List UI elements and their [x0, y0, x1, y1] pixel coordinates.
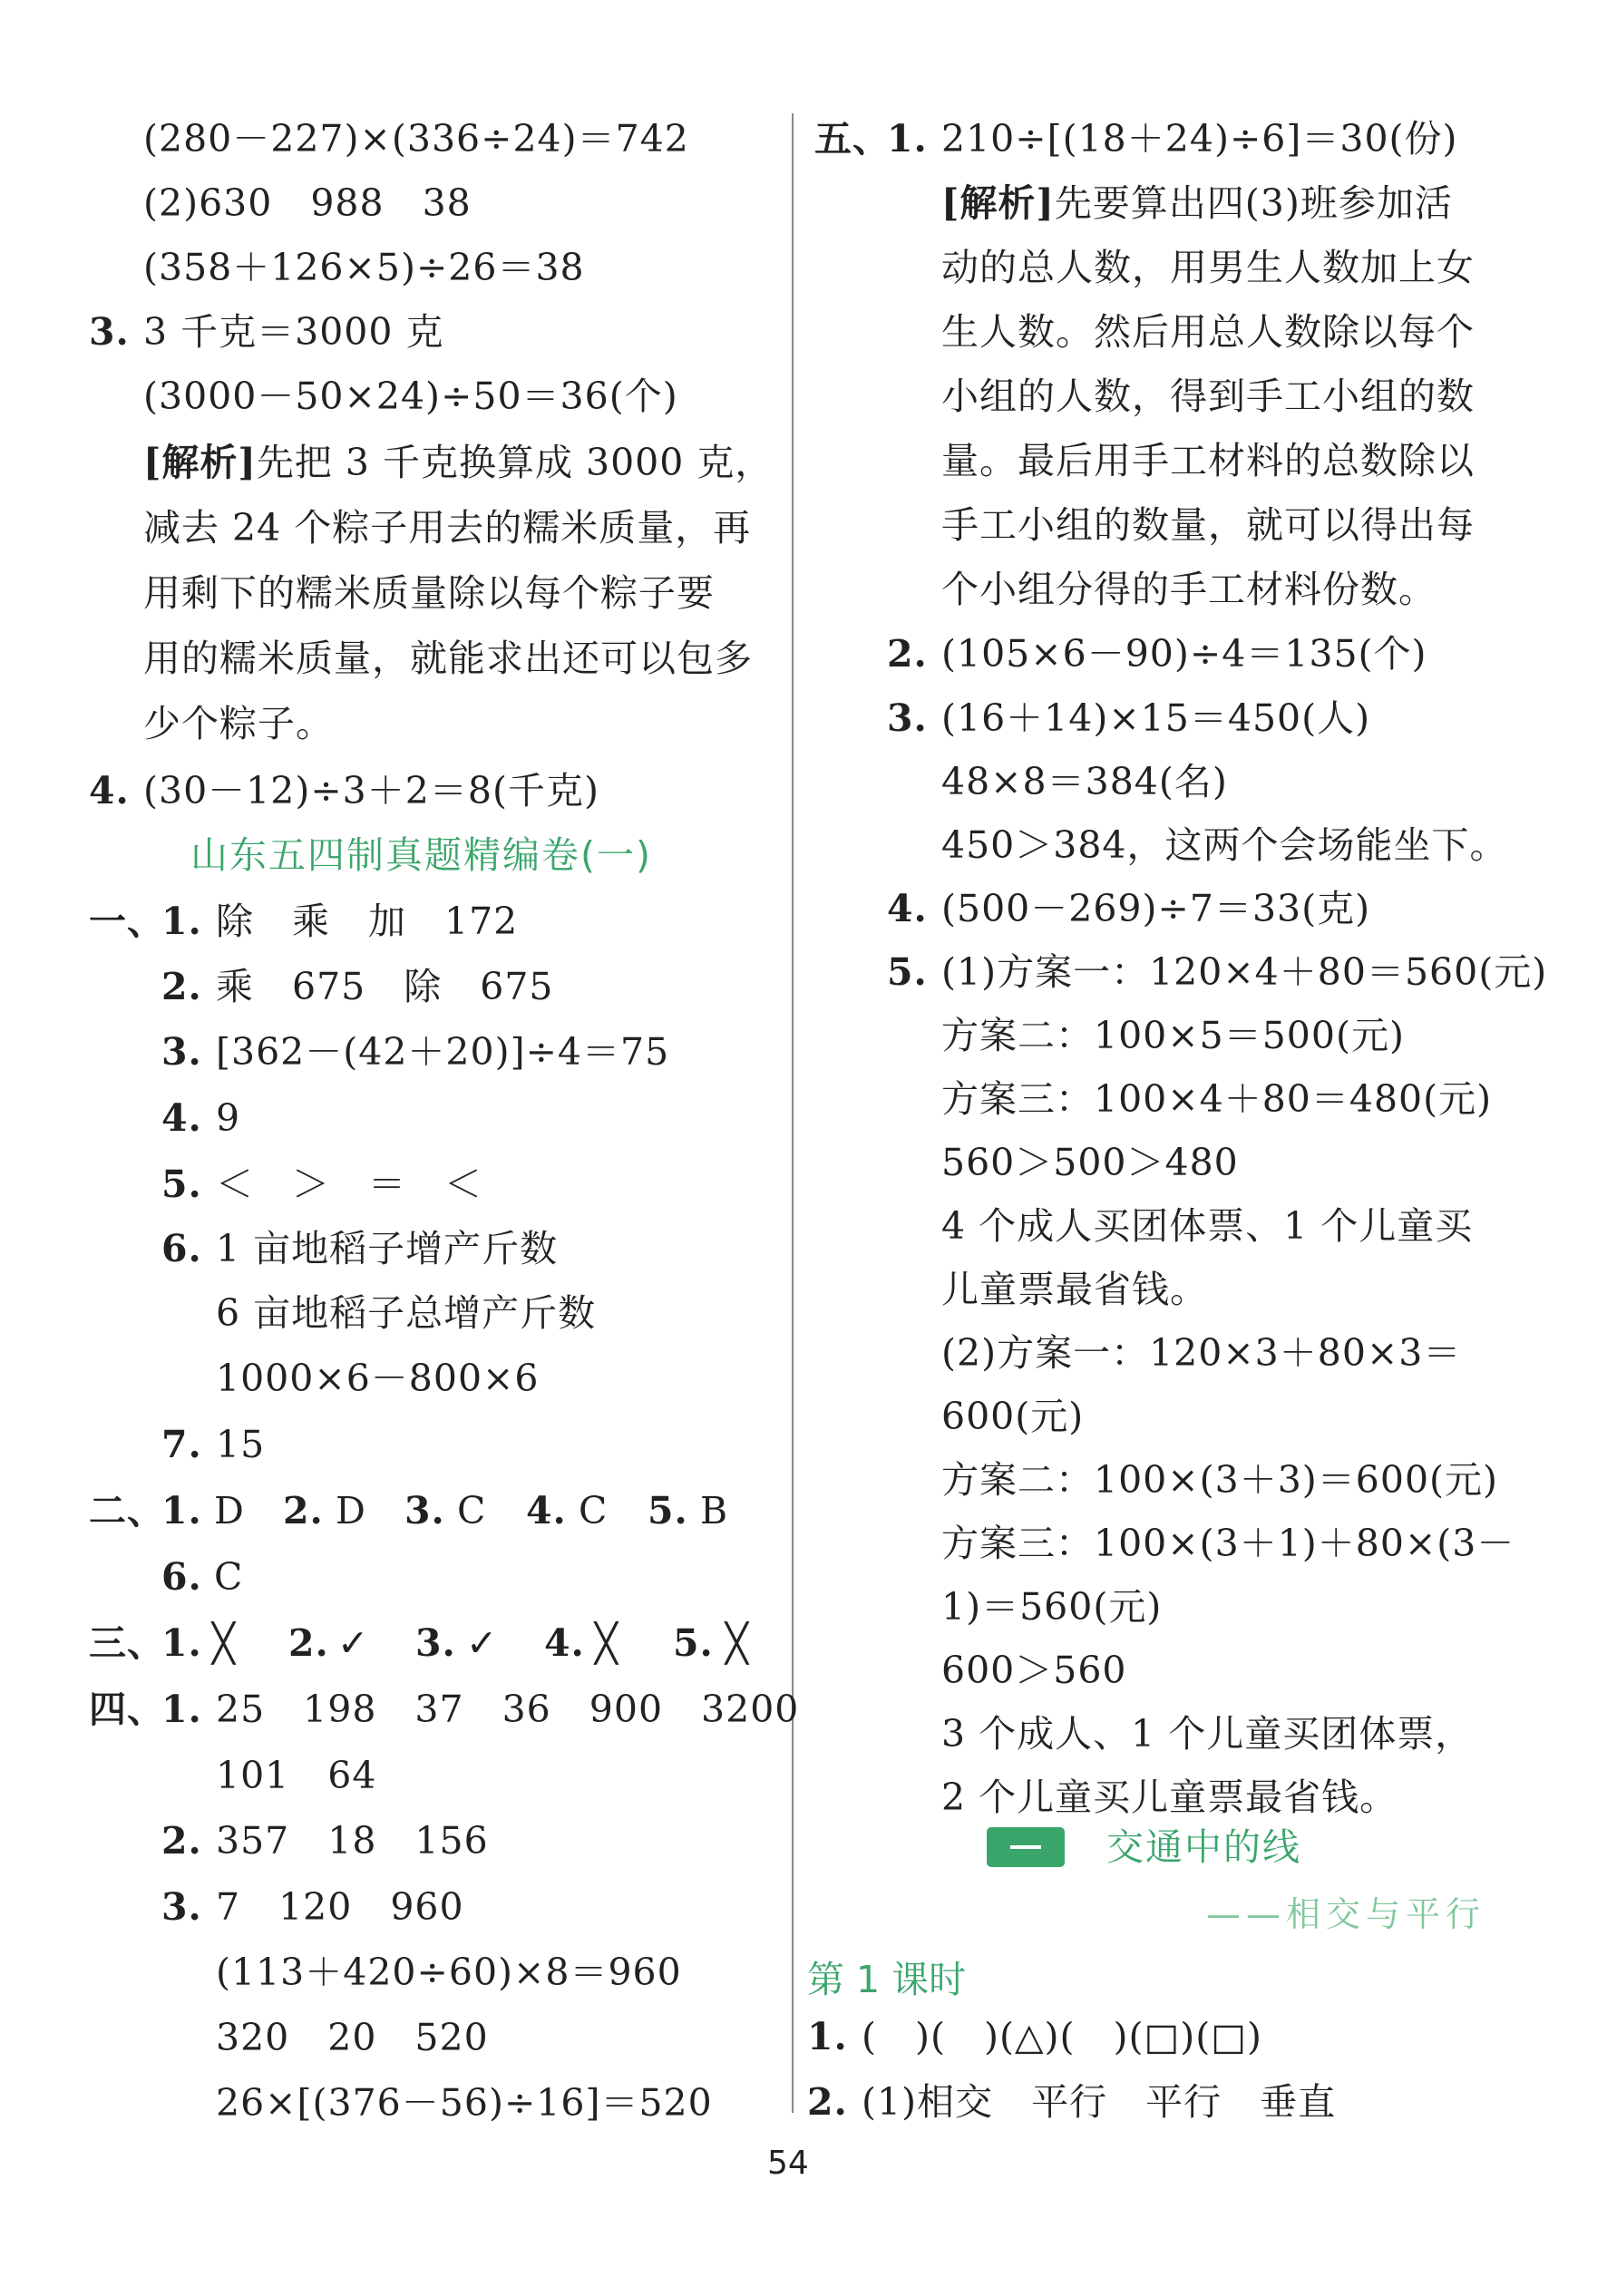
- text-line: (358＋126×5)÷26＝38: [143, 246, 585, 289]
- text-line: 1 亩地稻子增产斤数: [216, 1227, 559, 1270]
- unit-number-badge: [987, 1827, 1065, 1867]
- text-line: 儿童票最省钱。: [941, 1268, 1208, 1311]
- text-line: 1000×6－800×6: [216, 1357, 540, 1400]
- text-line: 1)＝560(元): [941, 1585, 1163, 1629]
- text-line: 3 千克＝3000 克: [143, 310, 444, 354]
- question-number: 3.: [89, 310, 130, 354]
- text-line: (3000－50×24)÷50＝36(个): [143, 375, 678, 418]
- question-number: 4.: [89, 769, 130, 812]
- answer-choice: C: [214, 1555, 244, 1599]
- question-number: 6.: [161, 1555, 202, 1599]
- question-number: 1.: [161, 1688, 202, 1731]
- text-line: 560＞500＞480: [941, 1141, 1239, 1184]
- text-line: 少个粽子。: [143, 702, 334, 745]
- answer-choice: D: [214, 1489, 245, 1532]
- question-number: 3.: [161, 1885, 202, 1929]
- text-line: 600(元): [941, 1395, 1085, 1438]
- text-line: [941, 180, 1453, 227]
- question-number: 2.: [161, 965, 202, 1008]
- unit-subtitle: ——相交与平行: [1206, 1894, 1486, 1934]
- text-line: 除 乘 加 172: [216, 900, 519, 943]
- text-line: 小组的人数，得到手工小组的数: [941, 375, 1475, 418]
- answer-choice: D: [336, 1489, 366, 1532]
- text-line: 9: [216, 1096, 241, 1140]
- text-line: 乘 675 除 675: [216, 965, 554, 1008]
- question-number: 5.: [673, 1621, 714, 1665]
- text-line: 7 120 960: [216, 1885, 464, 1929]
- text-line: 6 亩地稻子总增产斤数: [216, 1291, 597, 1335]
- text-line: 357 18 156: [216, 1819, 489, 1863]
- text-line: 3 个成人、1 个儿童买团体票，: [941, 1712, 1474, 1756]
- text-line: (280－227)×(336÷24)＝742: [143, 117, 689, 161]
- text-line: 600＞560: [941, 1649, 1127, 1692]
- analysis-tag: [解析]: [143, 441, 257, 484]
- text-line: 4 个成人买团体票、1 个儿童买: [941, 1204, 1474, 1248]
- text-line: (1)方案一：120×4＋80＝560(元): [941, 950, 1548, 994]
- judgement-mark: ✓: [337, 1621, 370, 1665]
- section-number: 三、: [89, 1621, 165, 1665]
- text-line: (2)630 988 38: [143, 181, 472, 225]
- text-line: [143, 439, 773, 486]
- question-number: 1.: [161, 1489, 202, 1532]
- exam-title: 山东五四制真题精编卷(一): [190, 833, 652, 877]
- text-line: 生人数。然后用总人数除以每个: [941, 310, 1475, 354]
- question-number: 1.: [887, 117, 928, 161]
- text-line: 15: [216, 1423, 266, 1466]
- text-line: 个小组分得的手工材料份数。: [941, 568, 1437, 611]
- question-number: 4.: [887, 887, 928, 930]
- text-line: 26×[(376－56)÷16]＝520: [216, 2081, 713, 2125]
- section-number: 一、: [89, 900, 165, 943]
- question-number: 3.: [887, 696, 928, 740]
- lesson-heading: 第 1 课时: [807, 1958, 967, 2001]
- text-line: (16＋14)×15＝450(人): [941, 696, 1371, 740]
- unit-number-mark: [1010, 1845, 1041, 1849]
- text-line: 方案二：100×5＝500(元): [941, 1014, 1405, 1057]
- page-number: 54: [767, 2145, 809, 2182]
- text-line: 方案三：100×4＋80＝480(元): [941, 1077, 1493, 1121]
- text-line: (1)相交 平行 平行 垂直: [862, 2080, 1337, 2124]
- column-divider: [792, 113, 794, 2113]
- question-number: 1.: [161, 900, 202, 943]
- judgement-mark: ╳: [595, 1621, 618, 1665]
- unit-title: 交通中的线: [1106, 1825, 1301, 1869]
- text-line: (2)方案一：120×3＋80×3＝: [941, 1331, 1462, 1375]
- text-line: [362－(42＋20)]÷4＝75: [216, 1030, 670, 1074]
- question-number: 1.: [161, 1621, 202, 1665]
- text-line: 450＞384，这两个会场能坐下。: [941, 823, 1508, 867]
- text-line: 动的总人数，用男生人数加上女: [941, 246, 1475, 289]
- text-line: 方案二：100×(3＋3)＝600(元): [941, 1458, 1499, 1502]
- analysis-tag: [解析]: [941, 181, 1055, 225]
- section-number: 二、: [89, 1489, 165, 1532]
- question-number: 4.: [544, 1621, 585, 1665]
- text-line: 25 198 37 36 900 3200: [216, 1688, 800, 1731]
- question-number: 4.: [526, 1489, 567, 1532]
- text-line: (30－12)÷3＋2＝8(千克): [143, 769, 599, 812]
- question-number: 2.: [283, 1489, 324, 1532]
- text-line: 210÷[(18＋24)÷6]＝30(份): [941, 117, 1458, 161]
- question-number: 3.: [161, 1030, 202, 1074]
- text-line: ( )( )(△)( )(□)(□): [862, 2015, 1262, 2058]
- text-line: 2 个儿童买儿童票最省钱。: [941, 1776, 1398, 1819]
- question-number: 1.: [807, 2015, 848, 2058]
- text-line: 48×8＝384(名): [941, 760, 1228, 803]
- text-line: 方案三：100×(3＋1)＋80×(3－: [941, 1522, 1515, 1565]
- text-line: 减去 24 个粽子用去的糯米质量，再: [143, 506, 752, 550]
- question-number: 4.: [161, 1096, 202, 1140]
- judgement-mark: ╳: [212, 1621, 236, 1665]
- judgement-mark: ✓: [466, 1621, 499, 1665]
- judgement-mark: ╳: [726, 1621, 749, 1665]
- question-number: 2.: [161, 1819, 202, 1863]
- answer-choice: B: [700, 1489, 729, 1532]
- section-number: 五、: [814, 117, 891, 161]
- text-line: 用的糯米质量，就能求出还可以包多: [143, 637, 753, 680]
- question-number: 5.: [161, 1163, 202, 1206]
- answer-choice: C: [579, 1489, 609, 1532]
- question-number: 5.: [648, 1489, 688, 1532]
- section-number: 四、: [89, 1688, 165, 1731]
- text-line: 手工小组的数量，就可以得出每: [941, 503, 1475, 547]
- text-line: (500－269)÷7＝33(克): [941, 887, 1371, 930]
- question-number: 2.: [807, 2080, 848, 2124]
- analysis-text: 先要算出四(3)班参加活: [1054, 181, 1453, 225]
- question-number: 6.: [161, 1227, 202, 1270]
- question-number: 5.: [887, 950, 928, 994]
- analysis-text: 先把 3 千克换算成 3000 克，: [256, 441, 774, 484]
- question-number: 3.: [415, 1621, 456, 1665]
- text-line: (113＋420÷60)×8＝960: [216, 1951, 682, 1994]
- question-number: 2.: [288, 1621, 329, 1665]
- text-line: 320 20 520: [216, 2016, 489, 2059]
- text-line: 用剩下的糯米质量除以每个粽子要: [143, 571, 715, 615]
- text-line: (105×6－90)÷4＝135(个): [941, 632, 1427, 676]
- text-line: 101 64: [216, 1754, 377, 1797]
- text-line: ＜ ＞ ＝ ＜: [216, 1163, 482, 1206]
- question-number: 7.: [161, 1423, 202, 1466]
- text-line: 量。最后用手工材料的总数除以: [941, 439, 1475, 482]
- question-number: 2.: [887, 632, 928, 676]
- question-number: 3.: [404, 1489, 445, 1532]
- answer-choice: C: [457, 1489, 487, 1532]
